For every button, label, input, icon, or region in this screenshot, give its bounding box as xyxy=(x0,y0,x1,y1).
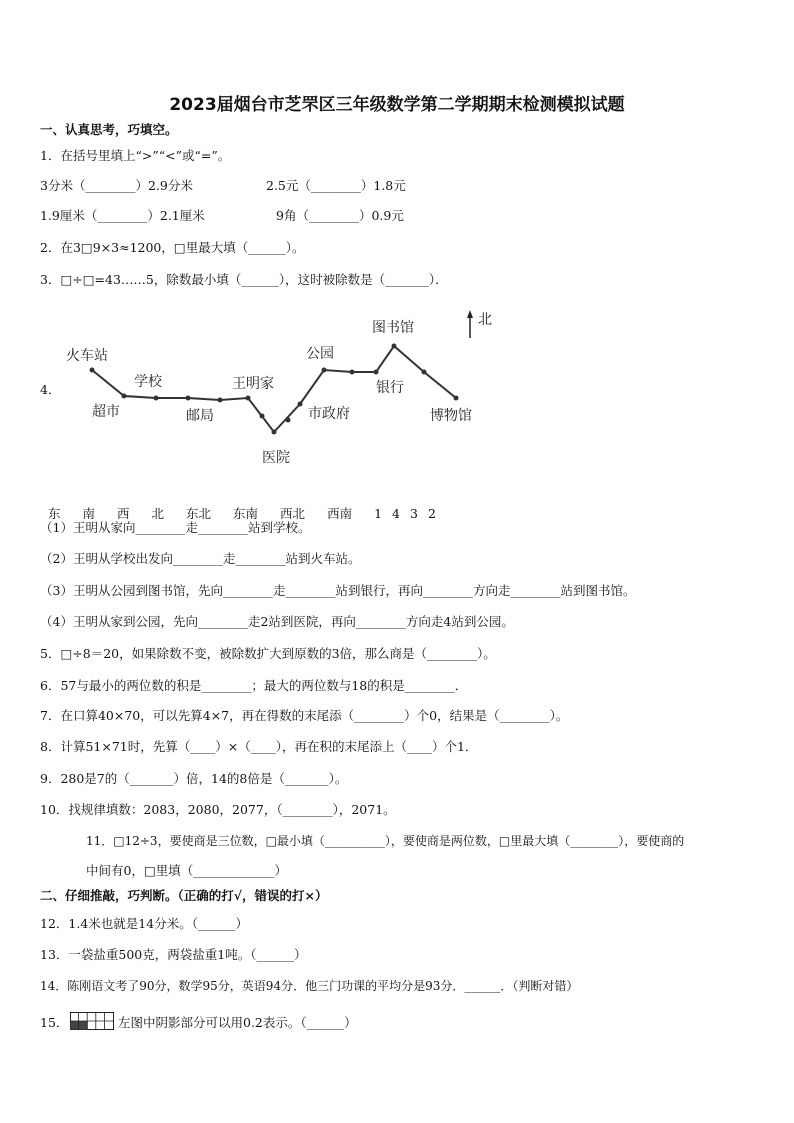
question-7: 7．在口算40×70，可以先算4×7，再在得数的末尾添（________）个0，结果是（________）。 xyxy=(40,708,569,723)
word-bank-item: 2 xyxy=(427,506,436,521)
place-chaoshi: 超市 xyxy=(92,404,120,420)
north-label: 北 xyxy=(478,312,492,328)
question-1d: 9角（________）0.9元 xyxy=(276,208,404,223)
question-12: 12．1.4米也就是14分米。（______） xyxy=(40,916,248,931)
section-2-heading: 二、仔细推敲，巧判断。（正确的打√，错误的打×） xyxy=(40,888,328,903)
question-11-line-2: 中间有0，□里填（_____________） xyxy=(86,863,288,878)
question-4-3: （3）王明从公园到图书馆，先向________走________站到银行，再向________方向走________站到图书馆。 xyxy=(40,583,636,598)
question-5: 5．□÷8＝20，如果除数不变，被除数扩大到原数的3倍，那么商是（________）。 xyxy=(40,646,496,661)
question-3: 3．□÷□=43……5，除数最小填（______），这时被除数是（_______）． xyxy=(40,272,448,287)
word-bank-item: 东 xyxy=(47,506,61,521)
question-1c: 1.9厘米（________）2.1厘米 xyxy=(40,208,205,223)
place-bowuguan: 博物馆 xyxy=(430,408,472,424)
place-tushuguan: 图书馆 xyxy=(372,320,414,336)
place-gongyuan: 公园 xyxy=(306,346,334,362)
question-2: 2．在3□9×3≈1200，□里最大填（______）。 xyxy=(40,240,305,255)
question-4-1: （1）王明从家向________走________站到学校。 xyxy=(40,520,311,535)
question-11-line-1: 11．□12÷3，要使商是三位数，□最小填（__________），要使商是两位数，□里最大填（________），要使商的 xyxy=(86,834,685,848)
word-bank-item: 南 xyxy=(82,506,95,521)
place-yiyuan: 医院 xyxy=(262,450,290,466)
question-15-number: 15． xyxy=(40,1015,69,1030)
word-bank-item: 东北 xyxy=(186,506,212,521)
word-bank xyxy=(40,490,446,522)
place-huochezhan: 火车站 xyxy=(66,348,108,364)
question-1a: 3分米（________）2.9分米 xyxy=(40,178,193,193)
question-4-2: （2）王明从学校出发向________走________站到火车站。 xyxy=(40,551,361,566)
word-bank-item: 西北 xyxy=(280,506,306,521)
question-4-4: （4）王明从家到公园，先向________走2站到医院，再向________方向走4站到公园。 xyxy=(40,614,514,629)
word-bank-item: 西南 xyxy=(327,506,353,521)
question-14: 14．陈刚语文考了90分，数学95分，英语94分．他三门功课的平均分是93分．______．（判断对错） xyxy=(40,979,579,993)
word-bank-item: 3 xyxy=(409,506,418,521)
question-4-number: 4． xyxy=(40,382,61,397)
place-yinhang: 银行 xyxy=(376,380,404,396)
question-9: 9．280是7的（_______）倍，14的8倍是（_______）。 xyxy=(40,771,348,786)
word-bank-item: 1 xyxy=(374,506,383,521)
word-bank-item: 北 xyxy=(151,506,165,521)
place-shizhengfu: 市政府 xyxy=(308,406,350,422)
route-map xyxy=(60,308,500,473)
question-15-text: 左图中阴影部分可以用0.2表示。（______） xyxy=(118,1015,357,1030)
place-wangmingjia: 王明家 xyxy=(232,376,274,392)
word-bank-item: 西 xyxy=(116,506,130,521)
section-1-heading: 一、认真思考，巧填空。 xyxy=(40,122,178,137)
question-1b: 2.5元（________）1.8元 xyxy=(266,178,406,193)
decimal-grid-figure xyxy=(70,1012,114,1030)
word-bank-item: 4 xyxy=(392,506,400,521)
question-13: 13．一袋盐重500克，两袋盐重1吨。（______） xyxy=(40,947,307,962)
place-youju: 邮局 xyxy=(186,408,214,424)
question-10: 10．找规律填数：2083，2080，2077，（________），2071。 xyxy=(40,802,396,817)
question-6: 6．57与最小的两位数的积是________；最大的两位数与18的积是________． xyxy=(40,678,468,693)
word-bank-item: 东南 xyxy=(233,506,259,521)
question-8: 8．计算51×71时，先算（____）×（____），再在积的末尾添上（____）个1． xyxy=(40,739,478,754)
question-1: 1．在括号里填上“>”“<”或“=”。 xyxy=(40,148,231,163)
page-title: 2023届烟台市芝罘区三年级数学第二学期期末检测模拟试题 xyxy=(169,95,625,115)
place-xuexiao: 学校 xyxy=(134,374,162,390)
